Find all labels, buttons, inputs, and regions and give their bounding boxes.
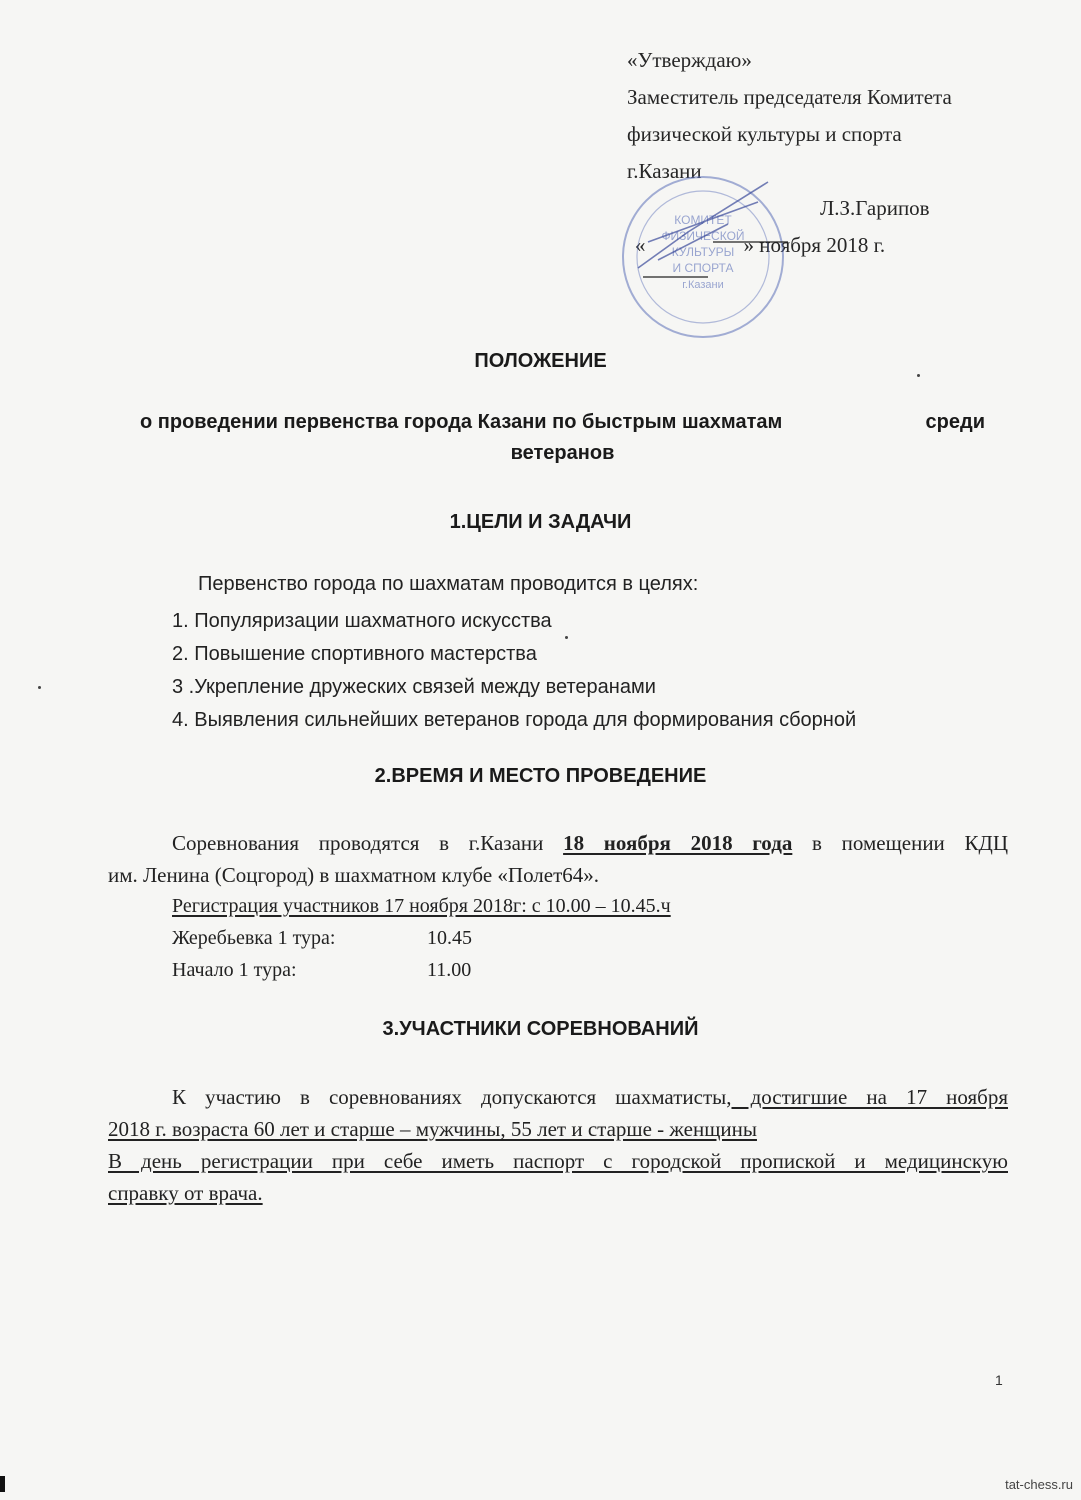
- section2-line2: им. Ленина (Соцгород) в шахматном клубе «Полет64».: [108, 863, 600, 887]
- document-subtitle: [140, 411, 985, 465]
- section3-line3: В день регистрации при себе иметь паспорт с городской пропиской и медицинскую: [108, 1149, 1008, 1173]
- section3-line1: К участию в соревнованиях допускаются шахматисты, достигшие на 17 ноября: [172, 1085, 1008, 1109]
- section3-line4: справку от врача.: [108, 1181, 263, 1205]
- section3-line2: 2018 г. возраста 60 лет и старше – мужчины, 55 лет и старше - женщины: [108, 1117, 757, 1141]
- scan-speck: [565, 636, 568, 639]
- approval-committee: физической культуры и спорта: [627, 122, 902, 146]
- section2-line1: Соревнования проводятся в г.Казани 18 ноября 2018 года в помещении КДЦ: [172, 831, 1008, 855]
- stamp-line: ФИЗИЧЕСКОЙ: [661, 229, 745, 243]
- date-close-quote: »: [743, 233, 754, 257]
- scan-speck: [917, 374, 920, 377]
- scan-edge-mark: [0, 1476, 5, 1492]
- section1-list: [172, 605, 856, 737]
- approval-heading: «Утверждаю»: [627, 48, 752, 72]
- section1-heading: 1.ЦЕЛИ И ЗАДАЧИ: [449, 511, 632, 533]
- event-date: 18 ноября 2018 года: [563, 831, 793, 855]
- list-item: 3 .Укрепление дружеских связей между ветеранами: [172, 676, 656, 698]
- section3-paragraph: [108, 1081, 1008, 1209]
- schedule: [172, 890, 671, 986]
- list-item: 2. Повышение спортивного мастерства: [172, 643, 537, 665]
- signer-name: Л.З.Гарипов: [820, 196, 930, 220]
- section2-heading: 2.ВРЕМЯ И МЕСТО ПРОВЕДЕНИЕ: [374, 765, 707, 787]
- approval-city: г.Казани: [627, 159, 702, 183]
- list-item: 1. Популяризации шахматного искусства: [172, 610, 552, 632]
- list-item: 4. Выявления сильнейших ветеранов города для формирования сборной: [172, 709, 857, 731]
- registration-info: Регистрация участников 17 ноября 2018г: с 10.00 – 10.45.ч: [172, 895, 671, 917]
- subtitle-part1: о проведении первенства города Казани по быстрым шахматам: [140, 411, 783, 433]
- approval-position: Заместитель председателя Комитета: [627, 85, 952, 109]
- stamp-line: г.Казани: [682, 279, 724, 291]
- document-title: ПОЛОЖЕНИЕ: [474, 350, 607, 372]
- stamp-line: КУЛЬТУРЫ: [671, 245, 735, 259]
- date-text: ноября 2018 г.: [759, 233, 886, 257]
- site-watermark: tat-chess.ru: [1005, 1477, 1073, 1492]
- official-stamp: [618, 172, 788, 342]
- date-open-quote: «: [635, 233, 646, 257]
- section1-intro: Первенство города по шахматам проводится в целях:: [198, 573, 699, 595]
- scan-speck: [38, 686, 41, 689]
- stamp-line: И СПОРТА: [672, 261, 734, 275]
- start-row: Начало 1 тура: 11.00: [172, 959, 472, 981]
- stamp-line: КОМИТЕТ: [674, 213, 732, 227]
- draw-row: Жеребьевка 1 тура: 10.45: [172, 927, 472, 949]
- section3-heading: 3.УЧАСТНИКИ СОРЕВНОВАНИЙ: [382, 1018, 699, 1040]
- subtitle-part2: среди: [925, 411, 985, 433]
- section2-paragraph: [108, 827, 1008, 891]
- subtitle-part3: ветеранов: [510, 442, 615, 464]
- page-number: 1: [995, 1372, 1003, 1388]
